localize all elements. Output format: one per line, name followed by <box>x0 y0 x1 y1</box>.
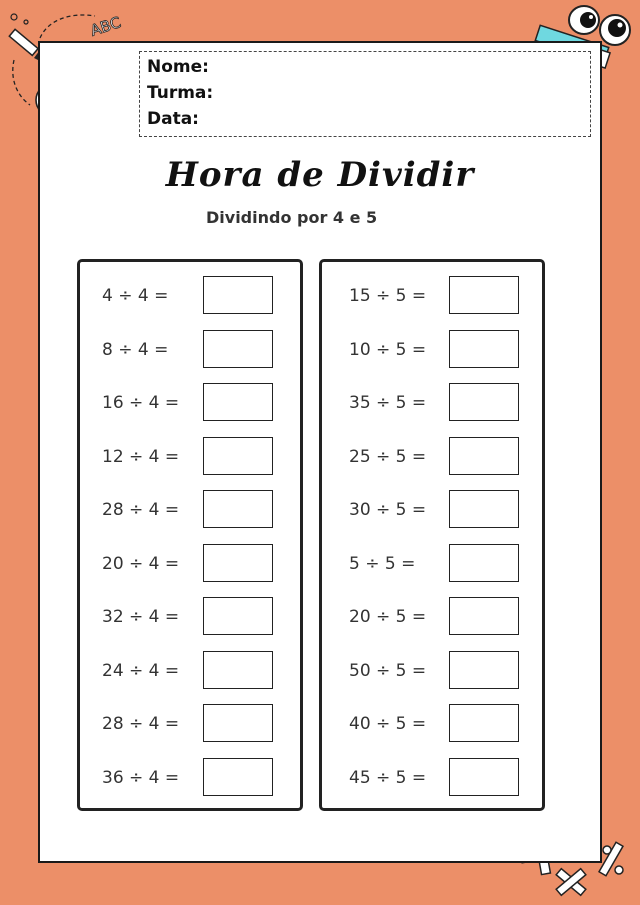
left-exercise-row <box>80 597 300 637</box>
division-expression: 5 ÷ 5 = <box>349 553 416 574</box>
left-exercise-row <box>80 383 300 423</box>
division-expression: 20 ÷ 5 = <box>349 607 427 627</box>
left-exercise-row <box>80 437 300 477</box>
division-expression: 32 ÷ 4 = <box>102 607 180 627</box>
left-exercise-row <box>80 704 300 744</box>
right-exercise-row <box>322 276 542 316</box>
left-exercise-row <box>80 330 300 370</box>
answer-box[interactable] <box>203 651 273 689</box>
answer-box[interactable] <box>203 704 273 742</box>
right-exercise-row <box>322 383 542 423</box>
division-expression: 10 ÷ 5 = <box>349 339 427 360</box>
division-expression: 40 ÷ 5 = <box>349 714 427 734</box>
left-exercise-row <box>80 276 300 316</box>
division-expression: 20 ÷ 4 = <box>102 553 180 574</box>
right-exercise-row <box>322 490 542 530</box>
answer-box[interactable] <box>449 704 519 742</box>
division-expression: 12 ÷ 4 = <box>102 446 180 467</box>
answer-box[interactable] <box>449 276 519 314</box>
left-exercise-row <box>80 544 300 584</box>
division-expression: 30 ÷ 5 = <box>349 500 427 520</box>
division-expression: 36 ÷ 4 = <box>102 767 180 788</box>
answer-box[interactable] <box>203 490 273 528</box>
class-field[interactable]: Turma: <box>147 83 214 103</box>
right-exercise-row <box>322 544 542 584</box>
division-expression: 28 ÷ 4 = <box>102 500 180 520</box>
abc-text: ABC <box>88 13 124 40</box>
answer-box[interactable] <box>203 276 273 314</box>
answer-box[interactable] <box>449 437 519 475</box>
answer-box[interactable] <box>203 330 273 368</box>
right-exercise-row <box>322 704 542 744</box>
answer-box[interactable] <box>203 383 273 421</box>
division-expression: 45 ÷ 5 = <box>349 767 427 788</box>
division-expression: 8 ÷ 4 = <box>102 339 169 360</box>
answer-box[interactable] <box>203 544 273 582</box>
worksheet-subtitle: Dividindo por 4 e 5 <box>206 208 378 227</box>
answer-box[interactable] <box>449 758 519 796</box>
answer-box[interactable] <box>449 651 519 689</box>
answer-box[interactable] <box>449 330 519 368</box>
answer-box[interactable] <box>449 383 519 421</box>
right-exercise-row <box>322 437 542 477</box>
division-expression: 24 ÷ 4 = <box>102 660 180 681</box>
division-expression: 25 ÷ 5 = <box>349 446 427 467</box>
answer-box[interactable] <box>449 597 519 635</box>
left-exercise-row <box>80 490 300 530</box>
answer-box[interactable] <box>203 597 273 635</box>
right-exercise-row <box>322 597 542 637</box>
worksheet-page <box>38 41 602 863</box>
answer-box[interactable] <box>449 490 519 528</box>
answer-box[interactable] <box>449 544 519 582</box>
division-expression: 35 ÷ 5 = <box>349 393 427 413</box>
name-field[interactable]: Nome: <box>147 57 209 77</box>
answer-box[interactable] <box>203 758 273 796</box>
left-exercise-row <box>80 651 300 691</box>
right-exercise-row <box>322 651 542 691</box>
left-exercise-column <box>77 259 303 811</box>
right-exercise-column <box>319 259 545 811</box>
answer-box[interactable] <box>203 437 273 475</box>
date-field[interactable]: Data: <box>147 109 199 129</box>
division-expression: 4 ÷ 4 = <box>102 286 169 306</box>
right-exercise-row <box>322 758 542 798</box>
worksheet-title: Hora de Dividir <box>165 155 475 195</box>
right-exercise-row <box>322 330 542 370</box>
division-expression: 16 ÷ 4 = <box>102 393 180 413</box>
division-expression: 28 ÷ 4 = <box>102 714 180 734</box>
left-exercise-row <box>80 758 300 798</box>
student-info-box <box>139 51 591 137</box>
division-expression: 50 ÷ 5 = <box>349 660 427 681</box>
division-expression: 15 ÷ 5 = <box>349 286 427 306</box>
